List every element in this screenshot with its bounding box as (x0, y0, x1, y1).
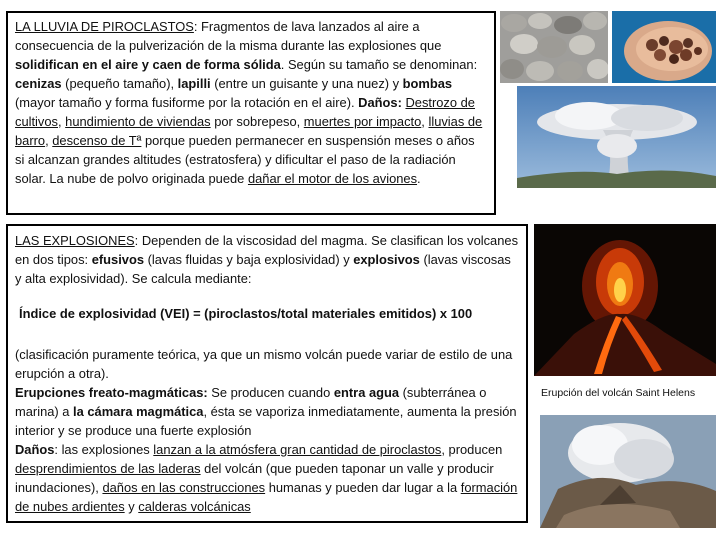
text-run: , (45, 133, 53, 148)
efusivos-bold: efusivos (91, 252, 144, 267)
damage-piroclastos: lanzan a la atmósfera gran cantidad de piroclastos (153, 442, 442, 457)
explosivos-bold: explosivos (353, 252, 420, 267)
pyroclasts-title: LA LLUVIA DE PIROCLASTOS (15, 19, 194, 34)
text-run: , ésta se vaporiza inmediatamente, aumenta la presión interior y se produce una fuerte explosión (15, 404, 517, 438)
damage-muertes: muertes por impacto (303, 114, 422, 129)
explosions-paragraph (15, 231, 519, 288)
text-run: . Según su tamaño se denominan: (280, 57, 478, 72)
text-run: (lavas viscosas y alta explosividad). Se calcula mediante: (15, 252, 511, 286)
vei-formula: Índice de explosividad (VEI) = (piroclastos/total materiales emitidos) x 100 (19, 306, 473, 321)
damage-calderas: calderas volcánicas (138, 499, 251, 514)
lapilli-bold: lapilli (177, 76, 211, 91)
damage-cultivos: Destrozo de cultivos (15, 95, 475, 129)
damage-laderas: desprendimientos de las laderas (15, 461, 201, 476)
explosions-title: LAS EXPLOSIONES (15, 233, 135, 248)
photo-caption: Erupción del volcán Saint Helens (541, 387, 696, 399)
text-run: (lavas fluidas y baja explosividad) y (144, 252, 354, 267)
text-run: (mayor tamaño y forma fusiforme por la rotación en el aire). (15, 95, 359, 110)
text-run: : Fragmentos de lava lanzados al aire a consecuencia de la pulverización de la misma durante las explosiones que (15, 19, 442, 53)
text-run: (clasificación puramente teórica, ya que un mismo volcán puede variar de estilo de una erupción a otra). (15, 347, 513, 381)
explosions-textbox (6, 224, 528, 523)
text-run: humanas y pueden dar lugar a la (265, 480, 461, 495)
text-run: (entre un guisante y una nuez) y (210, 76, 403, 91)
text-run: . (417, 171, 421, 186)
text-run: (pequeño tamaño), (61, 76, 178, 91)
lava-eruption-photo (534, 224, 716, 376)
text-run: , (57, 114, 66, 129)
bombas-bold: bombas (402, 76, 453, 91)
solidify-bold: solidifican en el aire y caen de forma sólida (15, 57, 281, 72)
danos-label-2: Daños (15, 442, 55, 457)
text-run: : las explosiones (54, 442, 154, 457)
cenizas-bold: cenizas (15, 76, 62, 91)
text-run: , (421, 114, 429, 129)
text-run: (subterránea o marina) a (15, 385, 487, 419)
saint-helens-photo (540, 415, 716, 528)
pyroclasts-paragraph (15, 17, 487, 188)
danos-label: Daños: (358, 95, 402, 110)
entra-agua-bold: entra agua (333, 385, 400, 400)
damage-aviones: dañar el motor de los aviones (247, 171, 418, 186)
lapilli-hand-photo (612, 11, 716, 83)
damage-nubes-ardientes: formación de nubes ardientes (15, 480, 518, 514)
text-run: : Dependen de la viscosidad del magma. Se clasifican los volcanes en dos tipos: (15, 233, 519, 267)
text-run: del volcán (que pueden taponar un valle y producir inundaciones), (15, 461, 494, 495)
pyroclasts-textbox (6, 11, 496, 215)
camara-bold: la cámara magmática (73, 404, 204, 419)
text-run: por sobrepeso, (210, 114, 304, 129)
damage-temperatura: descenso de Tª (52, 133, 142, 148)
damage-barro: lluvias de barro (15, 114, 483, 148)
eruption-cloud-photo (517, 86, 716, 188)
text-run: porque pueden permanecer en suspensión meses o años si alcanzan grandes altitudes (estratosfera) y dificultar el paso de la radiación solar. La nube de polvo originada puede (15, 133, 475, 186)
text-run: , producen (441, 442, 503, 457)
damage-construcciones: daños en las construcciones (102, 480, 266, 495)
volcanic-stones-photo (500, 11, 608, 83)
damage-viviendas: hundimiento de viviendas (65, 114, 211, 129)
text-run: Se producen cuando (207, 385, 334, 400)
text-run: y (124, 499, 139, 514)
classification-paragraph (15, 345, 519, 516)
freato-label: Erupciones freato-magmáticas: (15, 385, 208, 400)
